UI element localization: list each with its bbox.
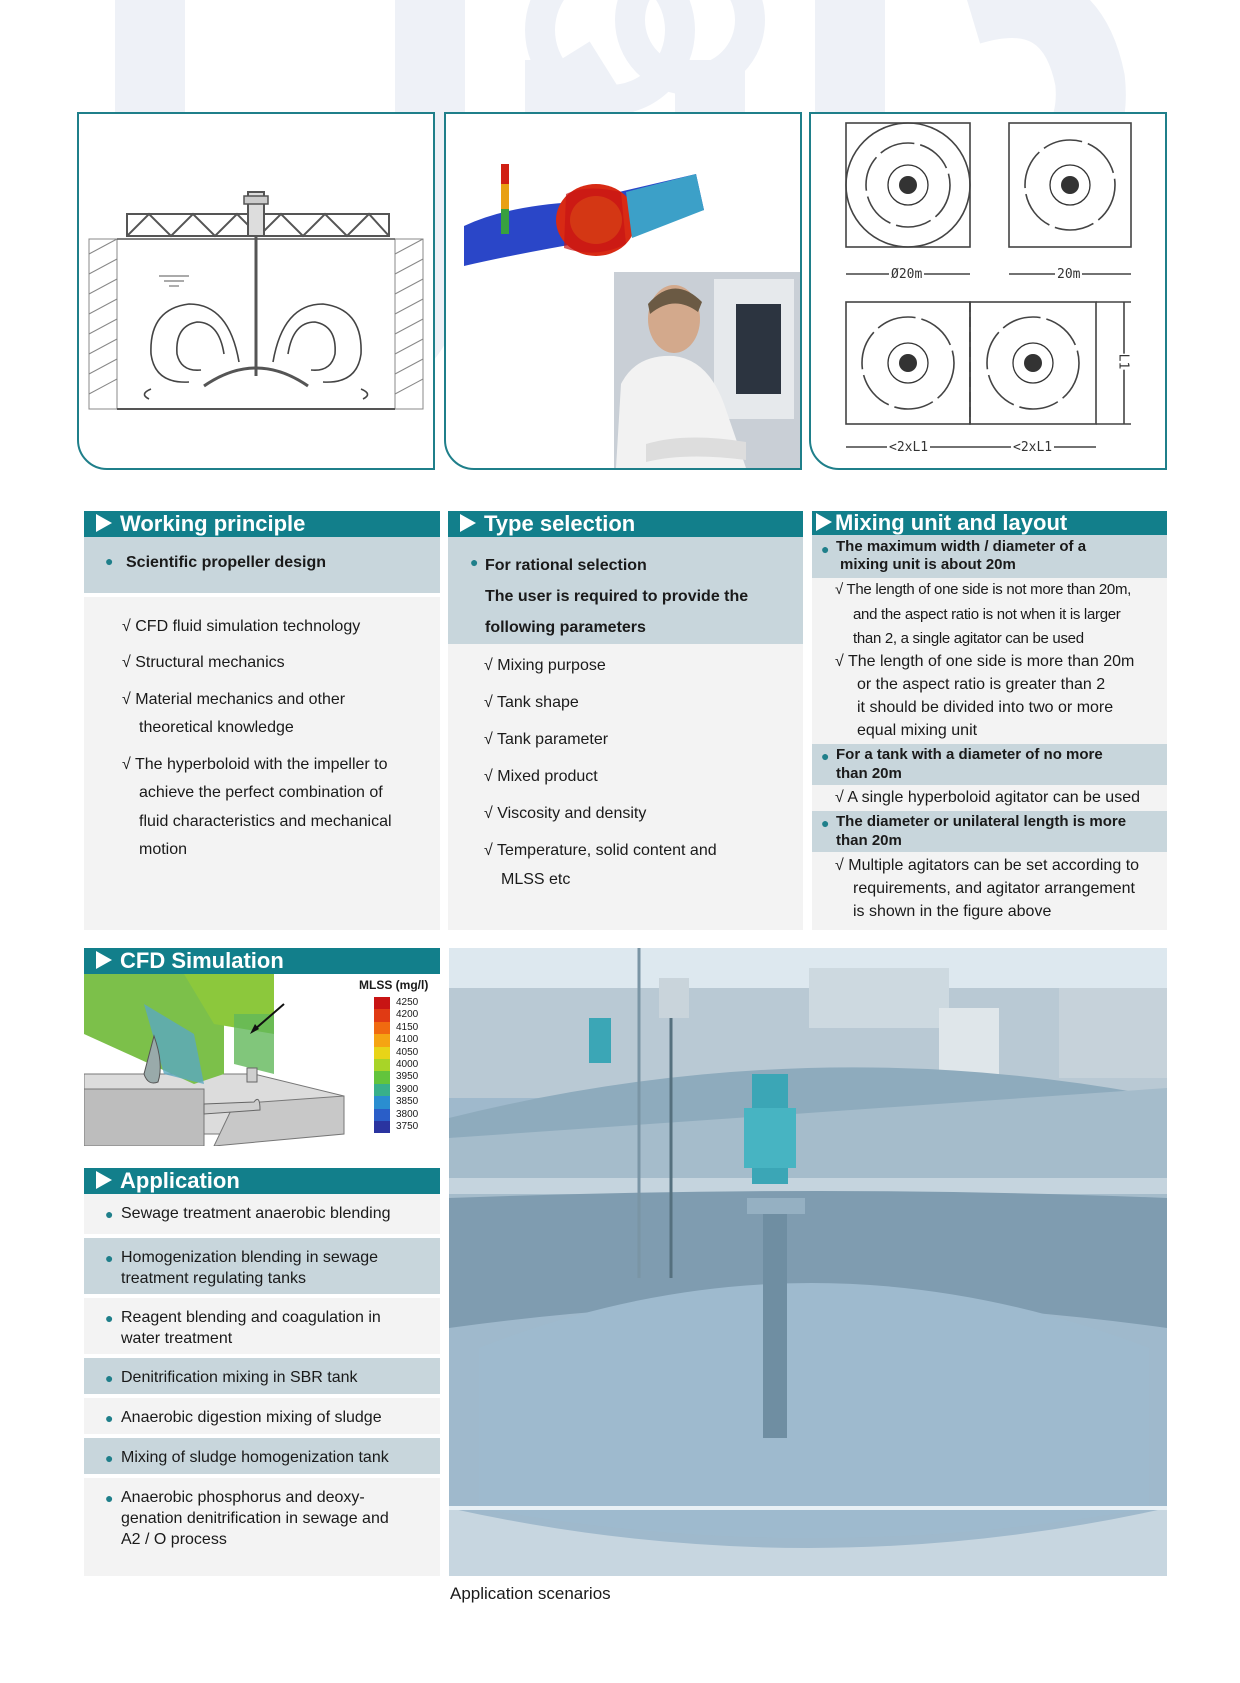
application-title: Application <box>120 1168 240 1193</box>
photo-caption: Application scenarios <box>450 1584 611 1603</box>
diameter-20m-label: Ø20m <box>891 267 923 282</box>
check-item-cont: or the aspect ratio is greater than 2 <box>857 676 1106 693</box>
highlight-line: The maximum width / diameter of a <box>836 538 1087 555</box>
play-triangle-icon <box>96 1171 112 1189</box>
application-item <box>84 1298 440 1354</box>
side-20m-label: 20m <box>1057 267 1081 282</box>
highlight-line: mixing unit is about 20m <box>840 556 1016 573</box>
legend-value: 4050 <box>396 1046 419 1058</box>
application-item-line: Sewage treatment anaerobic blending <box>121 1205 391 1222</box>
working-principle-header <box>84 511 440 537</box>
application-item-line: Reagent blending and coagulation in <box>121 1309 381 1326</box>
application-item-line: A2 / O process <box>121 1531 227 1548</box>
check-item: √ CFD fluid simulation technology <box>122 618 361 635</box>
check-item-cont: achieve the perfect combination of <box>139 784 383 801</box>
legend-swatch <box>374 1022 390 1034</box>
legend-swatch <box>374 1059 390 1071</box>
mixing-unit-title: Mixing unit and layout <box>835 510 1068 535</box>
check-item: √ Mixing purpose <box>484 657 606 674</box>
legend-value: 4000 <box>396 1059 419 1070</box>
legend-value: 4100 <box>396 1034 419 1046</box>
tank-photo-illustration <box>449 948 1167 1576</box>
cfd-simulation-image <box>84 974 440 1146</box>
highlight-line: For rational selection <box>485 557 647 574</box>
agitator-diagram-box <box>77 112 435 470</box>
type-selection-header <box>448 511 803 537</box>
mixing-unit-header <box>812 511 1167 535</box>
bullet-icon: ● <box>105 1206 114 1222</box>
application-item-line: Homogenization blending in sewage <box>121 1249 379 1266</box>
type-selection-title: Type selection <box>484 511 636 536</box>
mixing-unit-highlight-3 <box>812 811 1167 852</box>
legend-value: 4250 <box>396 997 419 1008</box>
check-item-cont: motion <box>139 841 188 858</box>
mixing-layout-diagram-box <box>809 112 1167 470</box>
check-item-cont: it should be divided into two or more <box>857 699 1114 716</box>
application-item <box>84 1398 440 1434</box>
legend-swatch <box>374 1009 390 1021</box>
mlss-color-legend <box>374 997 434 1133</box>
bullet-icon: ● <box>105 1310 114 1326</box>
application-item-line: water treatment <box>121 1330 233 1347</box>
legend-value: 3900 <box>396 1083 419 1095</box>
application-item-line: Anaerobic phosphorus and deoxy- <box>121 1489 365 1506</box>
agitator-flow-diagram <box>79 114 433 468</box>
bullet-icon: ● <box>105 1490 114 1506</box>
check-item-cont: and the aspect ratio is not when it is larger <box>853 606 1121 623</box>
check-item-cont: equal mixing unit <box>857 722 978 739</box>
check-item: √ Tank shape <box>484 694 579 711</box>
length-l1-label: L1 <box>1115 353 1131 370</box>
check-item: √ Mixed product <box>484 768 598 785</box>
highlight-line: than 20m <box>836 832 902 849</box>
application-scene-photo <box>449 948 1167 1576</box>
application-item-line: treatment regulating tanks <box>121 1270 306 1287</box>
check-item: √ Structural mechanics <box>122 654 285 671</box>
cfd-simulation-title: CFD Simulation <box>120 948 284 973</box>
highlight-line: The user is required to provide the <box>485 588 749 605</box>
application-item-line: Denitrification mixing in SBR tank <box>121 1369 358 1386</box>
check-item: √ Temperature, solid content and <box>484 842 717 859</box>
play-triangle-icon <box>96 951 112 969</box>
legend-value: 3850 <box>396 1096 419 1108</box>
application-item <box>84 1438 440 1474</box>
mixing-unit-highlight-2 <box>812 744 1167 785</box>
legend-value: 4150 <box>396 1021 419 1033</box>
application-item-line: Mixing of sludge homogenization tank <box>121 1449 389 1466</box>
mixing-unit-highlight-1 <box>812 535 1167 578</box>
type-selection-list <box>448 644 803 930</box>
check-item: √ The hyperboloid with the impeller to <box>122 756 388 773</box>
legend-swatch <box>374 1034 390 1046</box>
play-triangle-icon <box>816 513 832 531</box>
legend-swatch <box>374 1121 390 1133</box>
application-item <box>84 1478 440 1576</box>
cfd-pipe-simulation-image <box>446 114 800 468</box>
check-item: √ Material mechanics and other <box>122 691 346 708</box>
check-item: √ Tank parameter <box>484 731 609 748</box>
check-item: √ Viscosity and density <box>484 805 647 822</box>
highlight-text: Scientific propeller design <box>126 554 327 571</box>
mixing-layout-diagram <box>811 114 1165 468</box>
play-triangle-icon <box>460 514 476 532</box>
check-item-cont: MLSS etc <box>501 871 571 888</box>
check-item-cont: than 2, a single agitator can be used <box>853 630 1084 647</box>
width-2xl1-label-left: <2xL1 <box>889 440 929 455</box>
cfd-simulation-header <box>84 948 440 974</box>
application-item-line: genation denitrification in sewage and <box>121 1510 389 1527</box>
bullet-icon: ● <box>105 1250 114 1266</box>
bullet-icon: ● <box>821 815 830 831</box>
check-item-cont: fluid characteristics and mechanical <box>139 813 392 830</box>
check-item-cont: requirements, and agitator arrangement <box>853 880 1135 897</box>
working-principle-highlight <box>84 537 440 593</box>
legend-swatch <box>374 1047 390 1059</box>
width-2xl1-label-right: <2xL1 <box>1013 440 1053 455</box>
bullet-icon: ● <box>470 554 479 570</box>
application-item <box>84 1194 440 1234</box>
check-item: √ The length of one side is more than 20m <box>835 653 1135 670</box>
application-item <box>84 1238 440 1294</box>
highlight-line: than 20m <box>836 765 902 782</box>
mlss-legend-title: MLSS (mg/l) <box>359 978 429 992</box>
legend-swatch <box>374 1096 390 1108</box>
bullet-icon: ● <box>105 1450 114 1466</box>
play-triangle-icon <box>96 514 112 532</box>
legend-swatch <box>374 1109 390 1121</box>
working-principle-title: Working principle <box>120 511 306 536</box>
bullet-icon: ● <box>105 553 114 569</box>
legend-value: 3750 <box>396 1121 419 1132</box>
legend-swatch <box>374 997 390 1009</box>
application-item <box>84 1358 440 1394</box>
bullet-icon: ● <box>821 541 830 557</box>
legend-value: 3950 <box>396 1071 419 1083</box>
bullet-icon: ● <box>821 748 830 764</box>
check-item-cont: theoretical knowledge <box>139 719 294 736</box>
check-item-cont: is shown in the figure above <box>853 903 1052 920</box>
application-header <box>84 1168 440 1194</box>
cfd-engineer-photo-box <box>444 112 802 470</box>
highlight-line: following parameters <box>485 619 646 636</box>
check-item: √ Multiple agitators can be set according to <box>835 857 1140 874</box>
legend-value: 3800 <box>396 1108 419 1120</box>
bullet-icon: ● <box>105 1370 114 1386</box>
highlight-line: The diameter or unilateral length is more <box>836 813 1127 830</box>
legend-swatch <box>374 1071 390 1083</box>
legend-swatch <box>374 1084 390 1096</box>
application-item-line: Anaerobic digestion mixing of sludge <box>121 1409 382 1426</box>
type-selection-highlight <box>448 537 803 644</box>
check-item: √ The length of one side is not more than 20m, <box>835 581 1132 598</box>
check-item: √ A single hyperboloid agitator can be used <box>835 789 1140 806</box>
legend-value: 4200 <box>396 1009 419 1021</box>
bullet-icon: ● <box>105 1410 114 1426</box>
working-principle-list <box>84 597 440 930</box>
highlight-line: For a tank with a diameter of no more <box>836 746 1103 763</box>
